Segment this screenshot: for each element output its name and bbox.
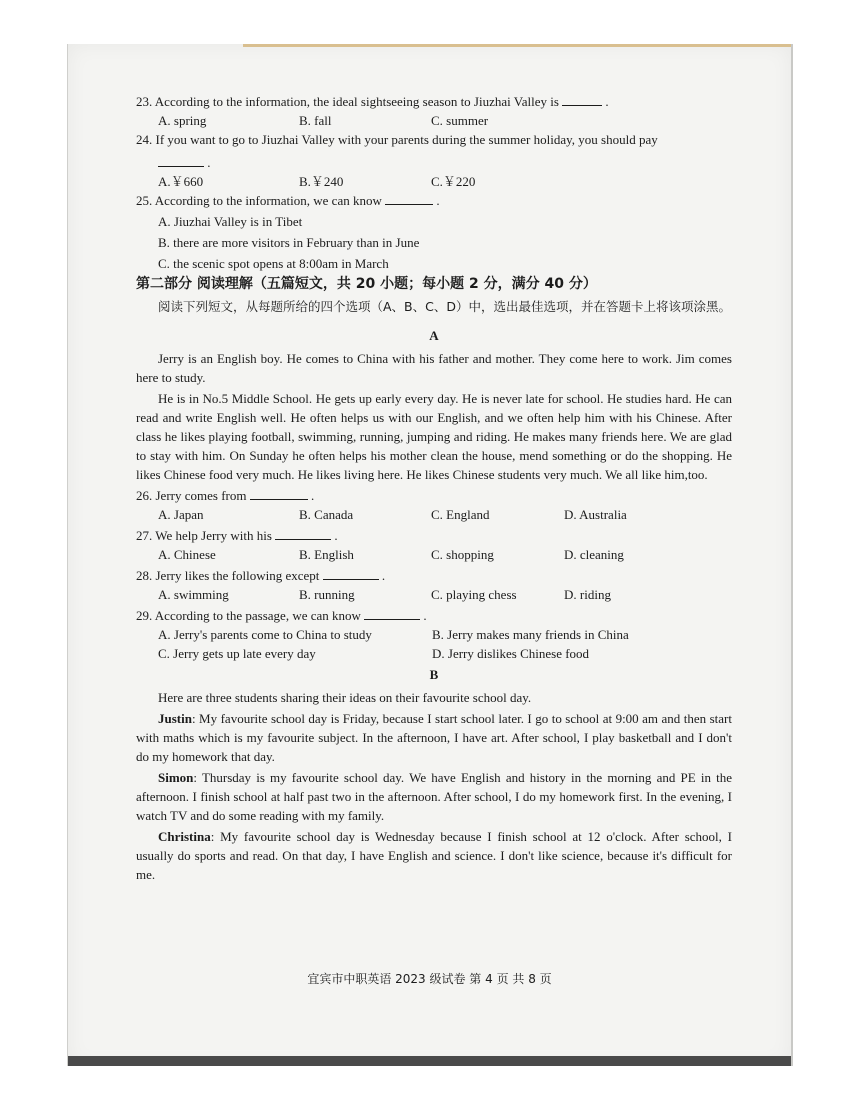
option: C. shopping xyxy=(431,547,494,562)
question-24-options xyxy=(136,172,732,191)
option: C.￥220 xyxy=(431,174,476,189)
option: D. Jerry dislikes Chinese food xyxy=(432,646,590,661)
question-29-options xyxy=(136,625,732,644)
answer-blank xyxy=(250,486,308,500)
option: C. summer xyxy=(431,113,489,128)
option: B. fall xyxy=(299,113,332,128)
option: C. Jerry gets up late every day xyxy=(158,646,316,661)
passage-b-entry: Justin: My favourite school day is Friday, because I start school later. I go to school at 9:00 am and then start with maths which is my favourite subject. In the afternoon, I have art. After school, I play basketball and I don't do my homework that day. xyxy=(136,711,732,764)
passage-b-intro: Here are three students sharing their ideas on their favourite school day. xyxy=(158,690,532,705)
paper-bottom-edge xyxy=(68,1056,791,1066)
answer-blank xyxy=(364,606,420,620)
speaker-name: Justin xyxy=(158,711,192,726)
option: A.￥660 xyxy=(158,174,204,189)
question-27: 27. We help Jerry with his . xyxy=(136,528,338,543)
option: C. the scenic spot opens at 8:00am in March xyxy=(158,256,389,271)
answer-blank xyxy=(385,191,433,205)
answer-blank xyxy=(275,526,331,540)
passage-a-paragraph: He is in No.5 Middle School. He gets up early every day. He is never late for school. He studies hard. He can read and write English well. He often helps us with our English, and we often help him with his Chinese. After class he likes playing football, swimming, running, jumping and riding. He makes many friends here. We are glad to stay with him. On Sunday he often helps his mother clean the house, mend something or do the shopping. He likes Chinese food very much. He likes living here. He likes Chinese students very much. We all like him,too. xyxy=(136,391,732,482)
option: A. Jerry's parents come to China to study xyxy=(158,627,372,642)
question-25: 25. According to the information, we can know . xyxy=(136,193,440,208)
option: D. cleaning xyxy=(564,547,624,562)
question-23: 23. According to the information, the ideal sightseeing season to Jiuzhai Valley is . xyxy=(136,94,609,109)
option: B. Jerry makes many friends in China xyxy=(432,627,629,642)
passage-b-entry: Christina: My favourite school day is Wednesday because I finish school at 12 o'clock. After school, I usually do sports and read. On that day, I have English and science. I don't like science, because it's difficult for me. xyxy=(136,829,732,882)
page-content: 23. According to the information, the ideal sightseeing season to Jiuzhai Valley is . A. spring B. fall C. summer 24. If you want to go to Jiuzhai Valley with your parents during the summer holiday, you should pay . A.￥660 B.￥240 C.￥220 25. According to the information, we can know . A. Jiuzhai Valley is in Tibet B. there are more visitors in February than in June C. the scenic spot opens at 8:00am in March 第二部分 阅读理解（五篇短文，共 20 小题；每小题 2 分，满分 40 分） 阅读下列短文，从每题所给的四个选项（A、B、C、D）中，选出最佳选项，并在答题卡上将该项涂黑。 A Jerry is an English boy. He comes to China with his father and mother. They come here to work. Jim comes here to study. He is in No.5 Middle School. He gets up early every day. He is never late for school. He studies hard. He can read and write English well. He often helps us with our English, and we often help him with his Chinese. After class he likes playing football, swimming, running, jumping and riding. He makes many friends here. We are glad to stay with him. On Sunday he often helps his mother clean the house, mend something or do the shopping. He likes Chinese food very much. He likes living here. He likes Chinese students very much. We all like him,too. 26. Jerry comes from . A. Japan B. Canada C. England D. Australia 27. We help Jerry with his . A. Chinese B. English C. shopping D. cleaning 28. Jerry likes the following except . A. swimming B. running C. playing chess D. riding 29. According to the passage, we can know . A. Jerry's parents come to China to study B. Jerry makes many friends in China C. Jerry gets up late every day D. Jerry dislikes Chinese food B Here are three students sharing their ideas on their favourite school day. Justin: My favourite school day is Friday, because I start school later. I go to school at 9:00 am and then start with maths which is my favourite subject. In the afternoon, I have art. After school, I play basketball and I don't do my homework that day. Simon: Thursday is my favourite school day. We have English and history in the morning and PE in the afternoon. I finish school at half past two in the afternoon. After school, I do my homework first. In the evening, I watch TV and do some reading with my family. Christina: My favourite school day is Wednesday because I finish school at 12 o'clock. After school, I usually do sports and read. On that day, I have English and science. I don't like science, because it's difficult for me. xyxy=(136,94,732,882)
speaker-name: Christina xyxy=(158,829,211,844)
answer-blank xyxy=(323,566,379,580)
speaker-name: Simon xyxy=(158,770,194,785)
question-28-options xyxy=(136,585,732,604)
option: C. England xyxy=(431,507,490,522)
option: A. swimming xyxy=(158,587,229,602)
question-24-stem: 24. If you want to go to Jiuzhai Valley with your parents during the summer holiday, you should pay xyxy=(136,132,658,147)
question-27-options xyxy=(136,545,732,564)
question-26-options xyxy=(136,505,732,524)
passage-a-paragraph: Jerry is an English boy. He comes to China with his father and mother. They come here to work. Jim comes here to study. xyxy=(136,351,732,385)
section-instruction: 阅读下列短文，从每题所给的四个选项（A、B、C、D）中，选出最佳选项，并在答题卡上将该项涂黑。 xyxy=(158,299,731,314)
question-25-stem: 25. According to the information, we can know xyxy=(136,193,382,208)
option: A. Jiuzhai Valley is in Tibet xyxy=(158,214,303,229)
question-29: 29. According to the passage, we can know . xyxy=(136,608,427,623)
passage-b-title: B xyxy=(429,667,439,682)
section-heading: 第二部分 阅读理解（五篇短文，共 20 小题；每小题 2 分，满分 40 分） xyxy=(136,276,597,292)
page-footer: 宜宾市中职英语 2023 级试卷 第 4 页 共 8 页 xyxy=(307,972,552,986)
answer-blank xyxy=(158,153,204,167)
option: B. running xyxy=(299,587,355,602)
question-29-options xyxy=(136,644,732,663)
option: C. playing chess xyxy=(431,587,517,602)
question-28: 28. Jerry likes the following except . xyxy=(136,568,386,583)
question-24 xyxy=(136,130,732,149)
option: D. riding xyxy=(564,587,611,602)
option: B. English xyxy=(299,547,354,562)
option: B. there are more visitors in February than in June xyxy=(158,235,420,250)
question-23-options xyxy=(136,111,732,130)
paper-top-edge xyxy=(243,44,791,47)
exam-sheet xyxy=(67,44,793,1066)
option: A. Chinese xyxy=(158,547,216,562)
option: D. Australia xyxy=(564,507,627,522)
answer-blank xyxy=(562,92,602,106)
passage-a-title: A xyxy=(429,328,439,343)
question-23-stem: 23. According to the information, the ideal sightseeing season to Jiuzhai Valley is xyxy=(136,94,559,109)
option: A. spring xyxy=(158,113,207,128)
question-26: 26. Jerry comes from . xyxy=(136,488,315,503)
option: B.￥240 xyxy=(299,174,344,189)
option: B. Canada xyxy=(299,507,354,522)
passage-b-entry: Simon: Thursday is my favourite school day. We have English and history in the morning and PE in the afternoon. I finish school at half past two in the afternoon. After school, I do my homework first. In the evening, I watch TV and do some reading with my family. xyxy=(136,770,732,823)
option: A. Japan xyxy=(158,507,204,522)
